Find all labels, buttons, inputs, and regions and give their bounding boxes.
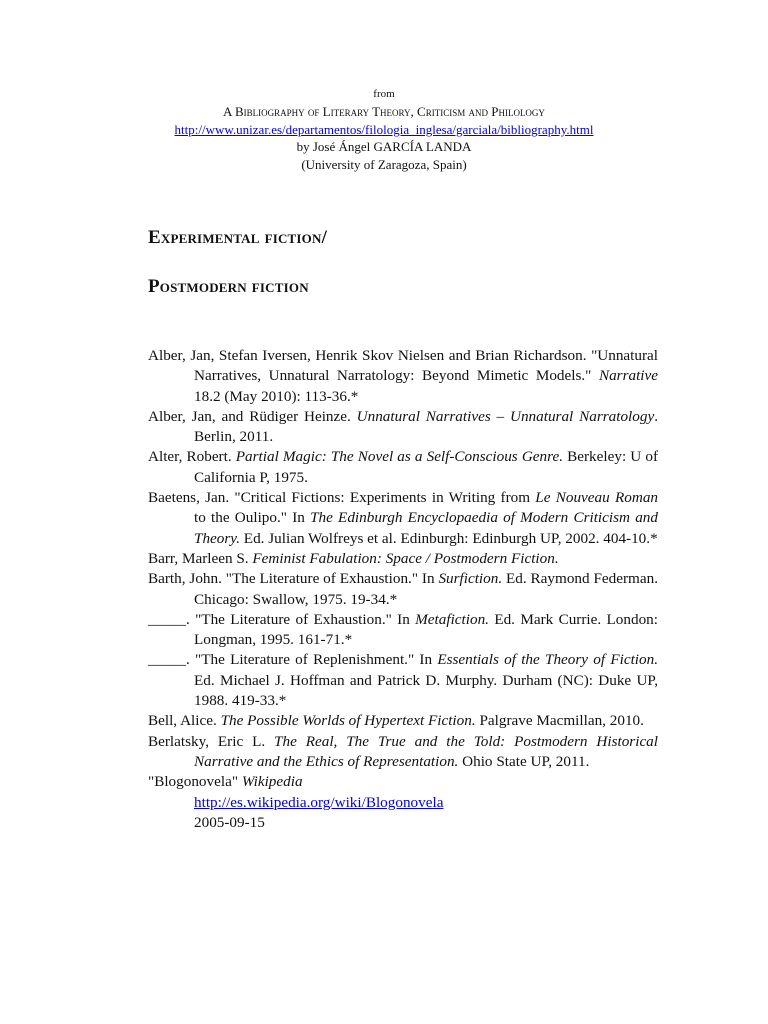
entry-barth-exhaustion-metafiction: _____. "The Literature of Exhaustion." In Metafiction. Ed. Mark Currie. London: Longman, 1995. 161-71.*: [148, 610, 658, 649]
entry-alber-heinze: Alber, Jan, and Rüdiger Heinze. Unnatural Narratives – Unnatural Narratology. Berlin, 2011.: [148, 407, 658, 446]
bibliography-url-link[interactable]: http://www.unizar.es/departamentos/filologia_inglesa/garciala/bibliography.html: [174, 121, 594, 137]
entry-barth-replenishment: _____. "The Literature of Replenishment." In Essentials of the Theory of Fiction. Ed. Michael J. Hoffman and Patrick D. Murphy. Durham (NC): Duke UP, 1988. 419-33.*: [148, 651, 658, 710]
author-prefix: by José Ángel: [296, 139, 374, 155]
blogonovela-url-link[interactable]: http://es.wikipedia.org/wiki/Blogonovela: [194, 793, 444, 811]
section-title-experimental-fiction: Experimental fiction/: [148, 227, 328, 248]
entry-bell: Bell, Alice. The Possible Worlds of Hypertext Fiction. Palgrave Macmillan, 2010.: [148, 712, 644, 730]
author-name: GARCÍA LANDA: [373, 139, 472, 155]
bibliography-header: [0, 86, 768, 173]
author-line: [0, 138, 768, 155]
entry-barr: Barr, Marleen S. Feminist Fabulation: Space / Postmodern Fiction.: [148, 549, 559, 567]
entry-alber-iversen: Alber, Jan, Stefan Iversen, Henrik Skov Nielsen and Brian Richardson. "Unnatural Narratives, Unnatural Narratology: Beyond Mimetic Models." Narrative 18.2 (May 2010): 113-36.*: [148, 347, 658, 405]
affiliation: (University of Zaragoza, Spain): [301, 156, 467, 172]
entry-barth-exhaustion-surfiction: Barth, John. "The Literature of Exhaustion." In Surfiction. Ed. Raymond Federman. Chicago: Swallow, 1975. 19-34.*: [148, 570, 658, 608]
bibliography-entries: [148, 346, 658, 833]
entry-alter: Alter, Robert. Partial Magic: The Novel as a Self-Conscious Genre. Berkeley: U of California P, 1975.: [148, 448, 658, 486]
blogonovela-url-line: [148, 793, 658, 813]
section-title-postmodern-fiction: Postmodern fiction: [148, 276, 309, 297]
from-label: from: [373, 88, 395, 100]
blogonovela-date: 2005-09-15: [194, 813, 265, 831]
entry-baetens: Baetens, Jan. "Critical Fictions: Experiments in Writing from Le Nouveau Roman to the Oulipo." In The Edinburgh Encyclopaedia of Modern Criticism and Theory. Ed. Julian Wolfreys et al. Edinburgh: Edinburgh UP, 2002. 404-10.*: [148, 489, 659, 547]
bibliography-title: A Bibliography of Literary Theory, Criticism and Philology: [223, 104, 545, 120]
entry-berlatsky: Berlatsky, Eric L. The Real, The True and the Told: Postmodern Historical Narrative and the Ethics of Representation. Ohio State UP, 2011.: [148, 732, 658, 770]
entry-blogonovela: "Blogonovela" Wikipedia: [148, 773, 303, 791]
